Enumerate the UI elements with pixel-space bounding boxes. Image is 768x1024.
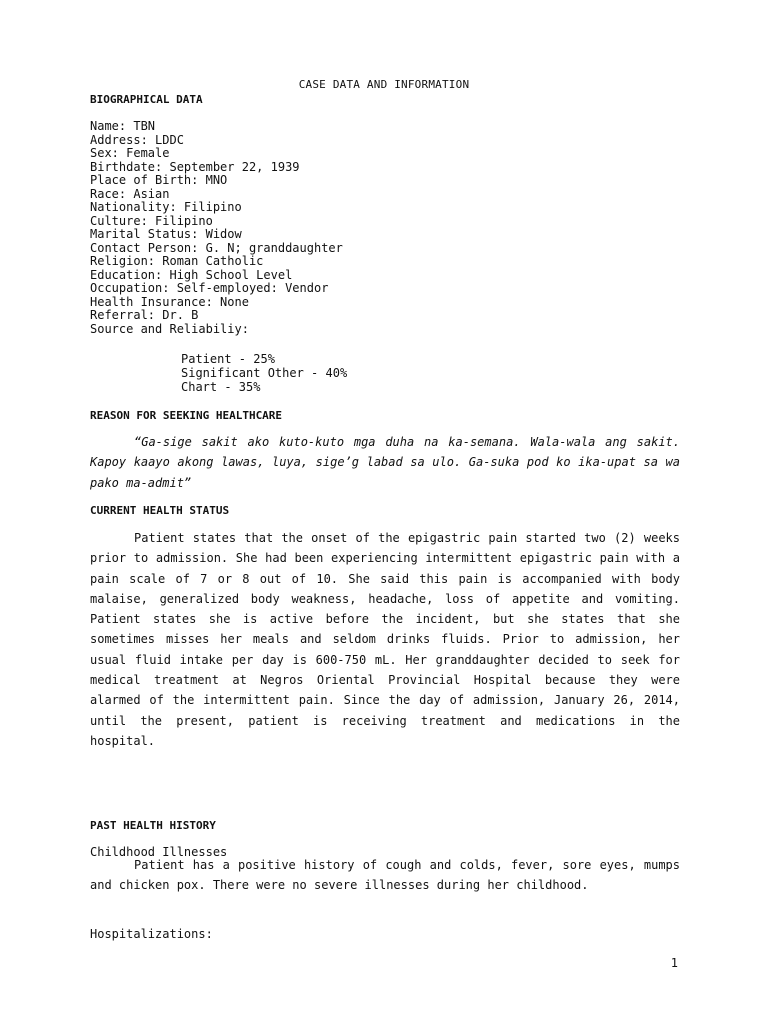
bio-item: Race: Asian: [90, 186, 170, 201]
document-title: CASE DATA AND INFORMATION: [298, 78, 470, 91]
reason-quote: “Ga-sige sakit ako kuto-kuto mga duha na ka-semana. Wala-wala ang sakit. Kapoy kaayo akong lawas, luya, sige’g labad sa ulo. Ga-suka pod ko ika-upat sa wa pako ma-admit”: [90, 435, 680, 490]
current-health-text: Patient states that the onset of the epigastric pain started two (2) weeks prior to admission. She had been experiencing intermittent epigastric pain with a pain scale of 7 or 8 out of 10. She said this pain is accompanied with body malaise, generalized body weakness, headache, loss of appetite and vomiting. Patient states she is active before the incident, but she states that she sometimes misses her meals and seldom drinks fluids. Prior to admission, her usual fluid intake per day is 600-750 mL. Her granddaughter decided to seek for medical treatment at Negros Oriental Provincial Hospital because they were alarmed of the intermittent pain. Since the day of admission, January 26, 2014, until the present, patient is receiving treatment and medications in the hospital.: [90, 531, 680, 748]
source-item: Chart - 35%: [181, 380, 261, 394]
childhood-illnesses-text: Patient has a positive history of cough and colds, fever, sore eyes, mumps and chicken pox. There were no severe illnesses during her childhood.: [90, 858, 680, 893]
source-item: Significant Other - 40%: [181, 366, 348, 380]
page-number: 1: [670, 956, 678, 970]
bio-item: Health Insurance: None: [90, 294, 249, 309]
bio-item: Occupation: Self-employed: Vendor: [90, 281, 329, 295]
bio-item: Contact Person: G. N; granddaughter: [90, 240, 343, 255]
current-health-heading: CURRENT HEALTH STATUS: [90, 504, 230, 517]
bio-item: Birthdate: September 22, 1939: [90, 159, 300, 174]
bio-item: Sex: Female: [90, 146, 170, 160]
biographical-data-list: [90, 120, 343, 336]
bio-item: Source and Reliabiliy:: [90, 321, 249, 336]
childhood-illnesses-label: Childhood Illnesses: [90, 845, 228, 859]
source-item: Patient - 25%: [181, 352, 275, 366]
bio-item: Referral: Dr. B: [90, 308, 199, 322]
bio-item: Marital Status: Widow: [90, 227, 242, 241]
past-health-heading: PAST HEALTH HISTORY: [90, 819, 216, 832]
bio-item: Name: TBN: [90, 119, 156, 133]
source-reliability-list: [181, 352, 347, 394]
bio-item: Religion: Roman Catholic: [90, 254, 264, 268]
bio-item: Nationality: Filipino: [90, 200, 242, 214]
reason-heading: REASON FOR SEEKING HEALTHCARE: [90, 409, 283, 422]
bio-item: Education: High School Level: [90, 267, 293, 282]
bio-item: Culture: Filipino: [90, 213, 213, 228]
biographical-data-heading: BIOGRAPHICAL DATA: [90, 93, 203, 106]
bio-item: Address: LDDC: [90, 132, 184, 147]
hospitalizations-label: Hospitalizations:: [90, 927, 213, 941]
bio-item: Place of Birth: MNO: [90, 173, 228, 187]
